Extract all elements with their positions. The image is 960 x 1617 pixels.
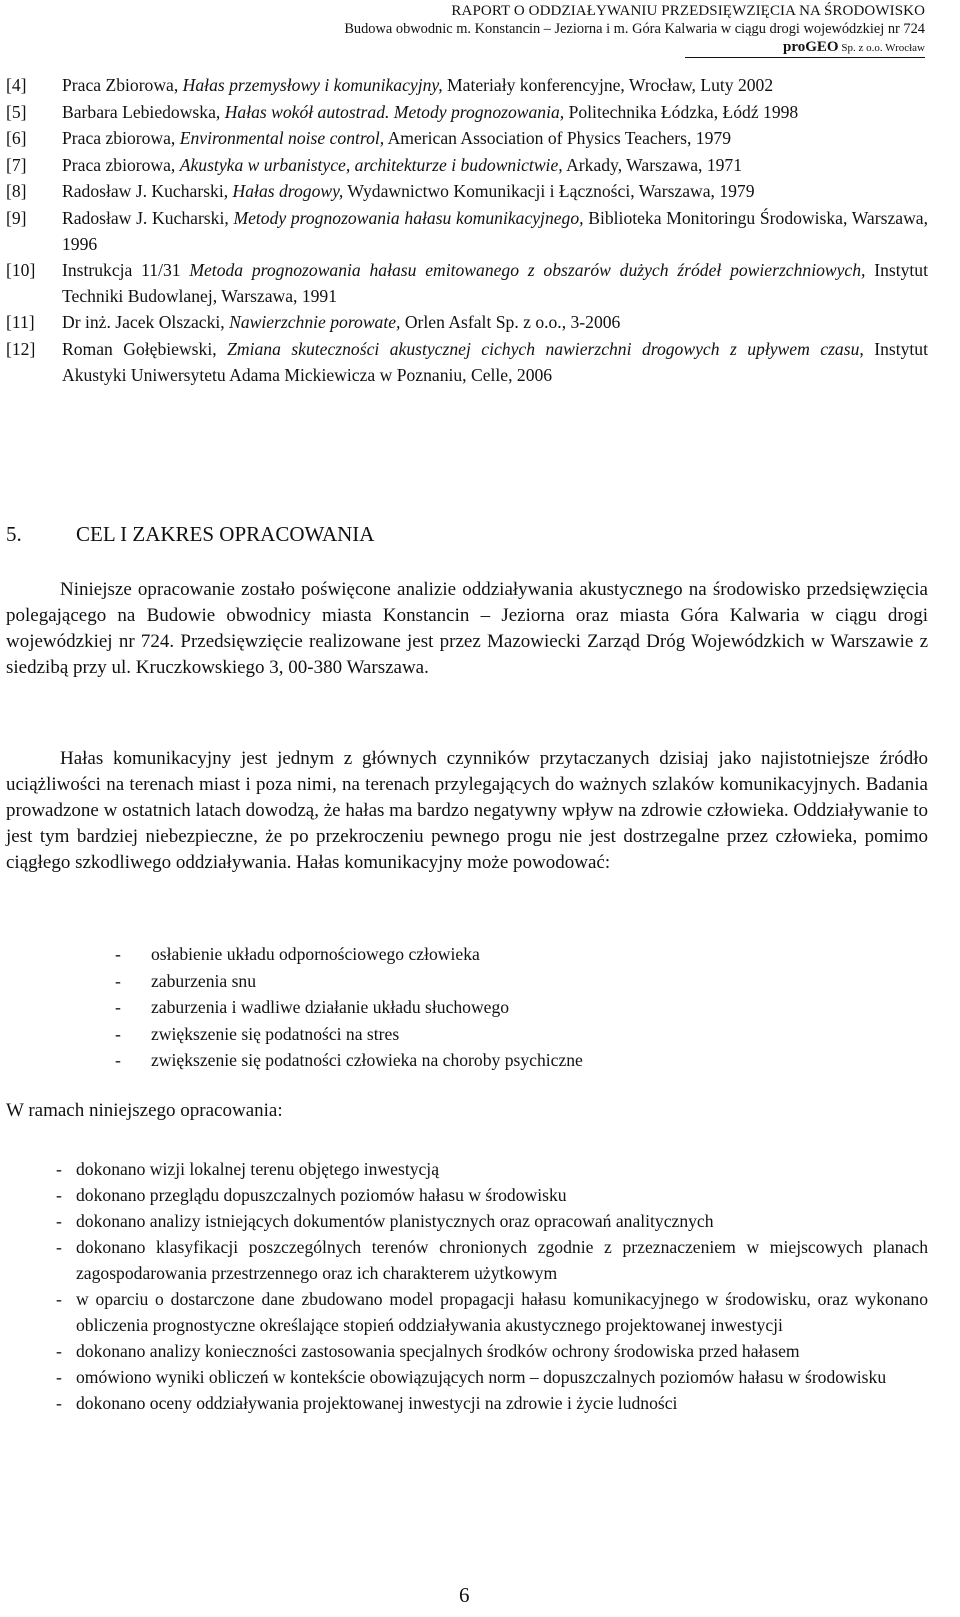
list-item-text: dokonano analizy istniejących dokumentów planistycznych oraz opracowań analitycznych [76, 1211, 714, 1231]
reference-title: Hałas przemysłowy i komunikacyjny, [182, 75, 443, 95]
reference-number: [8] [6, 181, 27, 202]
reference-text [62, 153, 928, 179]
reference-number: [6] [6, 128, 27, 149]
noise-paragraph: Hałas komunikacyjny jest jednym z głównych czynników przytaczanych dzisiaj jako najistotniejsze źródło uciążliwości na terenach miast i poza nimi, na terenach przylegających do ważnych szlaków komunikacyjnych. Badania prowadzone w ostatnich latach dowodzą, że hałas ma bardzo negatywny wpływ na zdrowie człowieka. Oddziaływanie to jest tym bardziej niebezpieczne, że po przekroczeniu pewnego progu nie jest dostrzegalne przez człowieka, pomimo ciągłego szkodliwego oddziaływania. Hałas komunikacyjny może powodować: [6, 748, 928, 873]
company-details: Sp. z o.o. Wrocław [838, 42, 925, 54]
reference-segment: Barbara Lebiedowska, [62, 101, 225, 122]
list-item [56, 1338, 928, 1364]
reference-title: Hałas wokół autostrad. Metody prognozowania, [224, 101, 565, 122]
list-item-text: dokonano przeglądu dopuszczalnych poziomów hałasu w środowisku [76, 1185, 567, 1205]
list-item-text: zwiększenie się podatności na stres [151, 1023, 400, 1044]
list-item [56, 1208, 928, 1234]
list-dash: - [56, 1237, 62, 1257]
page-header [344, 2, 925, 58]
list-dash: - [56, 1185, 62, 1205]
reference-item [6, 100, 928, 126]
reference-number: [12] [6, 338, 36, 359]
list-item [115, 1021, 583, 1048]
reference-segment: Politechnika Łódzka, Łódź 1998 [564, 101, 799, 122]
list-item [56, 1364, 928, 1390]
reference-text [62, 258, 928, 309]
reference-item [6, 258, 928, 309]
list-item-text: dokonano oceny oddziaływania projektowanej inwestycji na zdrowie i życie ludności [76, 1393, 678, 1413]
list-item [115, 968, 583, 995]
list-item [56, 1390, 928, 1416]
reference-segment: Radosław J. Kucharski, [62, 207, 234, 228]
list-item [56, 1234, 928, 1286]
list-item [115, 994, 583, 1021]
reference-segment: Instytut Techniki Budowlanej, Warszawa, 1991 [62, 260, 928, 306]
list-dash: - [56, 1341, 62, 1361]
reference-title: Hałas drogowy, [232, 181, 344, 202]
reference-number: [9] [6, 207, 27, 228]
reference-text [62, 126, 928, 152]
reference-text [62, 73, 928, 99]
reference-segment: Materiały konferencyjne, Wrocław, Luty 2002 [442, 75, 774, 95]
reference-title: Nawierzchnie porowate, [229, 312, 401, 333]
reference-text [62, 206, 928, 257]
scope-list [56, 1156, 928, 1416]
references-list [6, 73, 928, 389]
reference-title: Akustyka w urbanistyce, architekturze i budownictwie, [179, 154, 563, 175]
list-item-text: zwiększenie się podatności człowieka na choroby psychiczne [151, 1050, 583, 1070]
list-item-text: zaburzenia i wadliwe działanie układu słuchowego [151, 997, 510, 1017]
page-number: 6 [459, 1583, 470, 1607]
list-dash: - [115, 970, 121, 991]
reference-segment: Dr inż. Jacek Olszacki, [62, 312, 230, 333]
list-item [56, 1286, 928, 1338]
reference-segment: Praca Zbiorowa, [62, 75, 183, 95]
reference-title: Metoda prognozowania hałasu emitowanego z obszarów dużych źródeł powierzchniowych, [189, 260, 866, 281]
reference-segment: Arkady, Warszawa, 1971 [562, 154, 743, 175]
list-item [115, 941, 583, 968]
list-item-text: zaburzenia snu [151, 970, 257, 991]
list-item [115, 1047, 583, 1074]
reference-item [6, 153, 928, 179]
reference-text [62, 337, 928, 388]
list-item-text: dokonano wizji lokalnej terenu objętego inwestycją [76, 1159, 440, 1179]
section-title: CEL I ZAKRES OPRACOWANIA [76, 522, 375, 546]
section-heading [6, 522, 374, 547]
reference-item [6, 73, 928, 99]
reference-text [62, 100, 928, 126]
list-item [56, 1156, 928, 1182]
list-item-text: omówiono wyniki obliczeń w kontekście obowiązujących norm – dopuszczalnych poziomów hałasu w środowisku [76, 1367, 887, 1387]
intro-paragraph: Niniejsze opracowanie zostało poświęcone analizie oddziaływania akustycznego na środowisko przedsięwzięcia polegającego na Budowie obwodnicy miasta Konstancin – Jeziorna oraz miasta Góra Kalwaria w ciągu drogi wojewódzkiej nr 724. Przedsięwzięcie realizowane jest przez Mazowiecki Zarząd Dróg Wojewódzkich w Warszawie z siedzibą przy ul. Kruczkowskiego 3, 00-380 Warszawa. [6, 579, 928, 678]
reference-text [62, 179, 928, 205]
reference-segment: Instrukcja 11/31 [62, 260, 190, 281]
reference-number: [5] [6, 101, 27, 122]
reference-item [6, 206, 928, 257]
reference-segment: Praca zbiorowa, [62, 154, 180, 175]
list-dash: - [115, 997, 121, 1017]
list-item-text: osłabienie układu odpornościowego człowieka [151, 944, 480, 964]
project-title: Budowa obwodnic m. Konstancin – Jeziorna i m. Góra Kalwaria w ciągu drogi wojewódzkiej nr 724 [344, 21, 925, 37]
list-dash: - [115, 1050, 121, 1070]
report-title: RAPORT O ODDZIAŁYWANIU PRZEDSIĘWZIĘCIA NA ŚRODOWISKO [451, 3, 925, 19]
reference-segment: Praca zbiorowa, [62, 128, 180, 149]
list-dash: - [56, 1367, 62, 1387]
effects-list [115, 941, 583, 1074]
reference-segment: Orlen Asfalt Sp. z o.o., 3-2006 [400, 312, 621, 333]
reference-item [6, 179, 928, 205]
reference-segment: Wydawnictwo Komunikacji i Łączności, Warszawa, 1979 [343, 181, 755, 202]
reference-item [6, 126, 928, 152]
reference-number: [7] [6, 154, 27, 175]
reference-segment: American Association of Physics Teachers, 1979 [384, 128, 731, 149]
company-line [685, 38, 925, 58]
reference-segment: Roman Gołębiewski, [62, 338, 228, 359]
reference-number: [11] [6, 312, 35, 333]
reference-title: Zmiana skuteczności akustycznej cichych nawierzchni drogowych z upływem czasu, [227, 338, 864, 359]
section-number: 5. [6, 522, 22, 546]
reference-item [6, 310, 928, 336]
reference-segment: Instytut Akustyki Uniwersytetu Adama Mickiewicza w Poznaniu, Celle, 2006 [62, 338, 928, 385]
scope-intro: W ramach niniejszego opracowania: [6, 1100, 283, 1121]
reference-segment: Biblioteka Monitoringu Środowiska, Warszawa, 1996 [62, 207, 928, 254]
reference-segment: Radosław J. Kucharski, [62, 181, 233, 202]
list-dash: - [56, 1289, 62, 1309]
list-item-text: w oparciu o dostarczone dane zbudowano model propagacji hałasu komunikacyjnego w środowisku, oraz wykonano obliczenia prognostyczne określające stopień oddziaływania akustycznego projektowanej inwestycji [76, 1289, 928, 1335]
list-item-text: dokonano analizy konieczności zastosowania specjalnych środków ochrony środowiska przed hałasem [76, 1341, 800, 1361]
reference-number: [10] [6, 260, 36, 281]
list-dash: - [56, 1159, 62, 1179]
reference-item [6, 337, 928, 388]
list-dash: - [56, 1393, 62, 1413]
list-item [56, 1182, 928, 1208]
reference-title: Metody prognozowania hałasu komunikacyjnego, [233, 207, 584, 228]
company-brand: proGEO [783, 39, 839, 55]
reference-title: Environmental noise control, [179, 128, 385, 149]
list-dash: - [115, 1023, 121, 1044]
list-item-text: dokonano klasyfikacji poszczególnych terenów chronionych zgodnie z przeznaczeniem w miejscowych planach zagospodarowania przestrzennego oraz ich charakterem użytkowym [76, 1237, 928, 1283]
list-dash: - [115, 944, 121, 964]
reference-number: [4] [6, 75, 27, 95]
list-dash: - [56, 1211, 62, 1231]
reference-text [62, 310, 928, 336]
